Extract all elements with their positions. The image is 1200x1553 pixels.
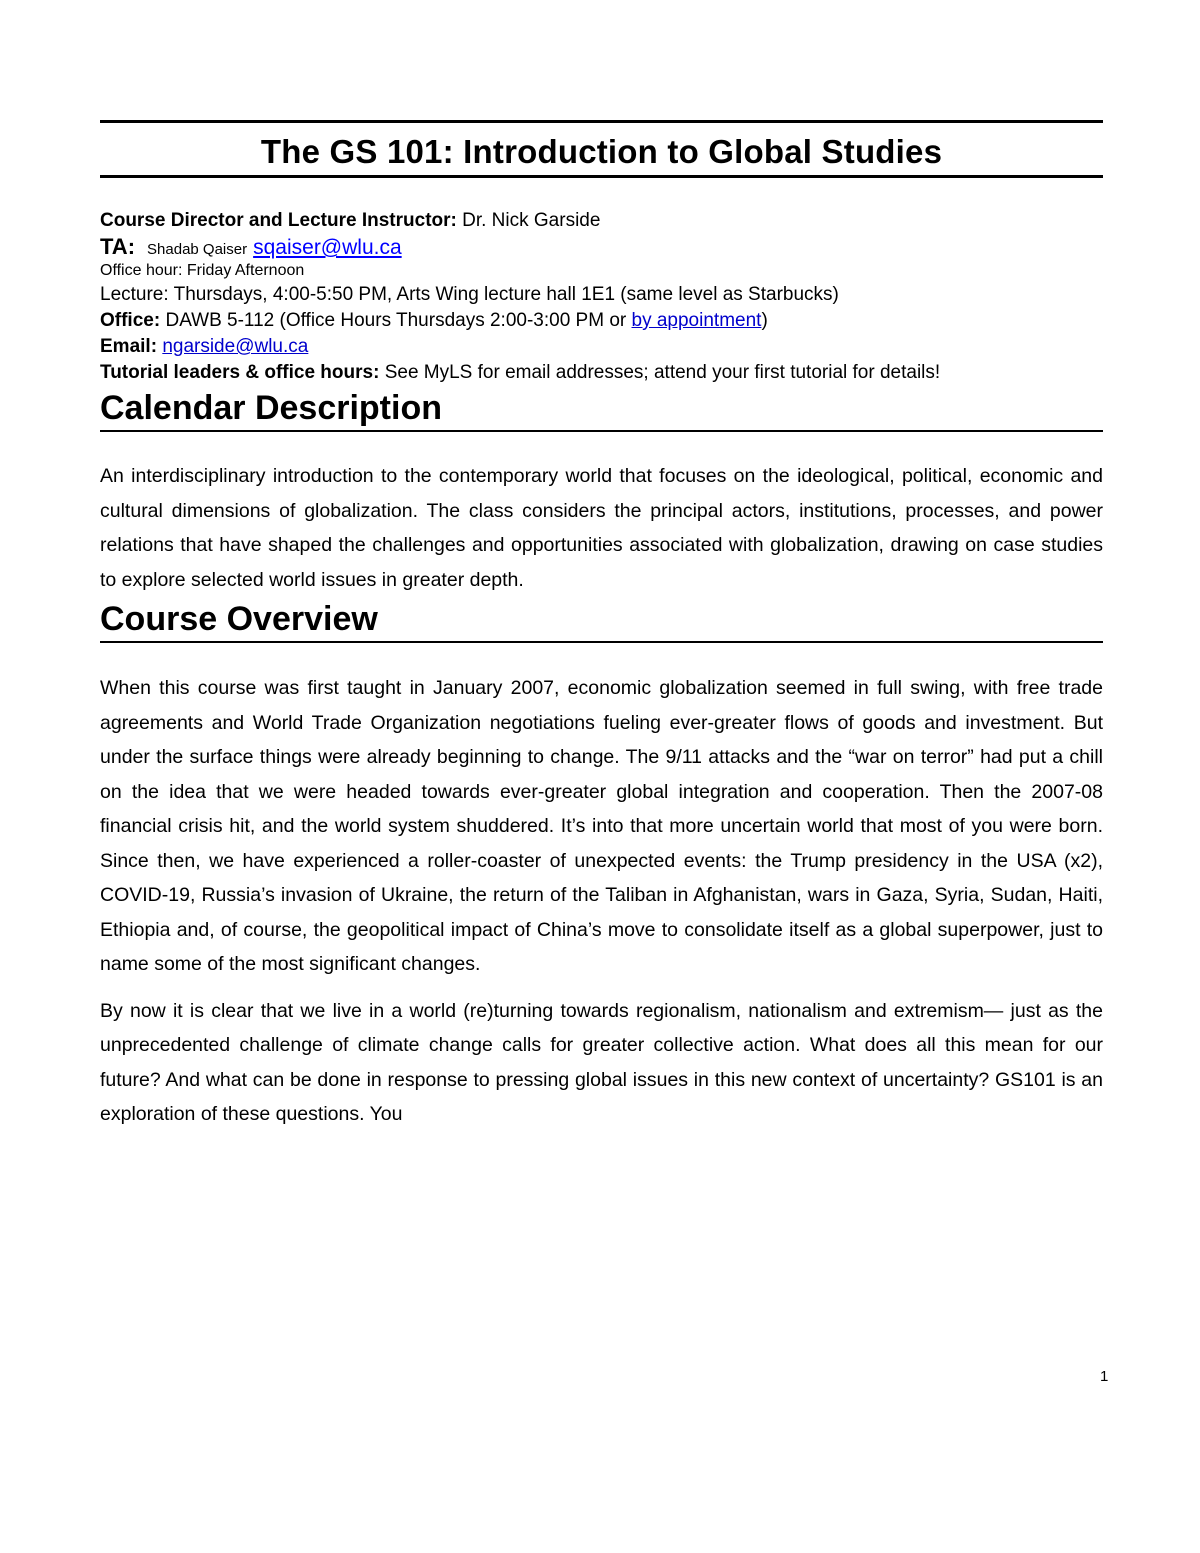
- email-label: Email:: [100, 336, 158, 357]
- lecture-line: Lecture: Thursdays, 4:00-5:50 PM, Arts Wing lecture hall 1E1 (same level as Starbucks): [100, 284, 839, 305]
- email-line: [100, 334, 1103, 360]
- calendar-paragraph: An interdisciplinary introduction to the contemporary world that focuses on the ideological, political, economic and cultural dimensions of globalization. The class considers the principal actors, institutions, processes, and power relations that have shaped the challenges and opportunities associated with globalization, drawing on case studies to explore selected world issues in greater depth.: [100, 465, 1103, 591]
- appointment-link[interactable]: by appointment: [631, 310, 762, 331]
- tutorial-value: See MyLS for email addresses; attend your first tutorial for details!: [379, 362, 941, 383]
- overview-paragraph-1: When this course was first taught in January 2007, economic globalization seemed in full swing, with free trade agreements and World Trade Organization negotiations fueling ever-greater flows of goods and investment. But under the surface things were already beginning to change. The 9/11 attacks and the “war on terror” had put a chill on the idea that we were headed towards ever-greater global integration and cooperation. Then the 2007-08 financial crisis hit, and the world system shuddered. It’s into that more uncertain world that most of you were born. Since then, we have experienced a roller-coaster of unexpected events: the Trump presidency in the USA (x2), COVID-19, Russia’s invasion of Ukraine, the return of the Taliban in Afghanistan, wars in Gaza, Syria, Sudan, Haiti, Ethiopia and, of course, the geopolitical impact of China’s move to consolidate itself as a global superpower, just to name some of the most significant changes.: [100, 677, 1103, 975]
- office-hour-line: Office hour: Friday Afternoon: [100, 262, 305, 279]
- office-label: Office:: [100, 310, 161, 331]
- overview-heading: Course Overview: [100, 597, 1103, 643]
- tutorial-label: Tutorial leaders & office hours:: [100, 362, 380, 383]
- document-page: [100, 0, 1103, 1132]
- document-title: The GS 101: Introduction to Global Studies: [260, 133, 943, 170]
- calendar-heading: Calendar Description: [100, 386, 1103, 432]
- ta-line: [100, 234, 1103, 260]
- ta-name: Shadab Qaiser: [147, 241, 248, 258]
- ta-label: TA:: [100, 234, 136, 259]
- office-close: ): [761, 310, 768, 331]
- director-label: Course Director and Lecture Instructor:: [100, 210, 457, 231]
- office-value: DAWB 5-112 (Office Hours Thursdays 2:00-3:00 PM or: [160, 310, 632, 331]
- course-info: [100, 208, 1103, 386]
- director-value: Dr. Nick Garside: [456, 210, 601, 231]
- director-line: [100, 208, 1103, 234]
- office-line: [100, 308, 1103, 334]
- email-link[interactable]: ngarside@wlu.ca: [162, 336, 309, 357]
- title-block: [100, 120, 1103, 178]
- ta-email-link[interactable]: sqaiser@wlu.ca: [253, 236, 402, 259]
- overview-paragraph-2: By now it is clear that we live in a world (re)turning towards regionalism, nationalism and extremism— just as the unprecedented challenge of climate change calls for greater collective action. What does all this mean for our future? And what can be done in response to pressing global issues in this new context of uncertainty? GS101 is an exploration of these questions. You: [100, 999, 1103, 1125]
- page-number: 1: [1100, 1368, 1109, 1385]
- tutorial-line: [100, 360, 1103, 386]
